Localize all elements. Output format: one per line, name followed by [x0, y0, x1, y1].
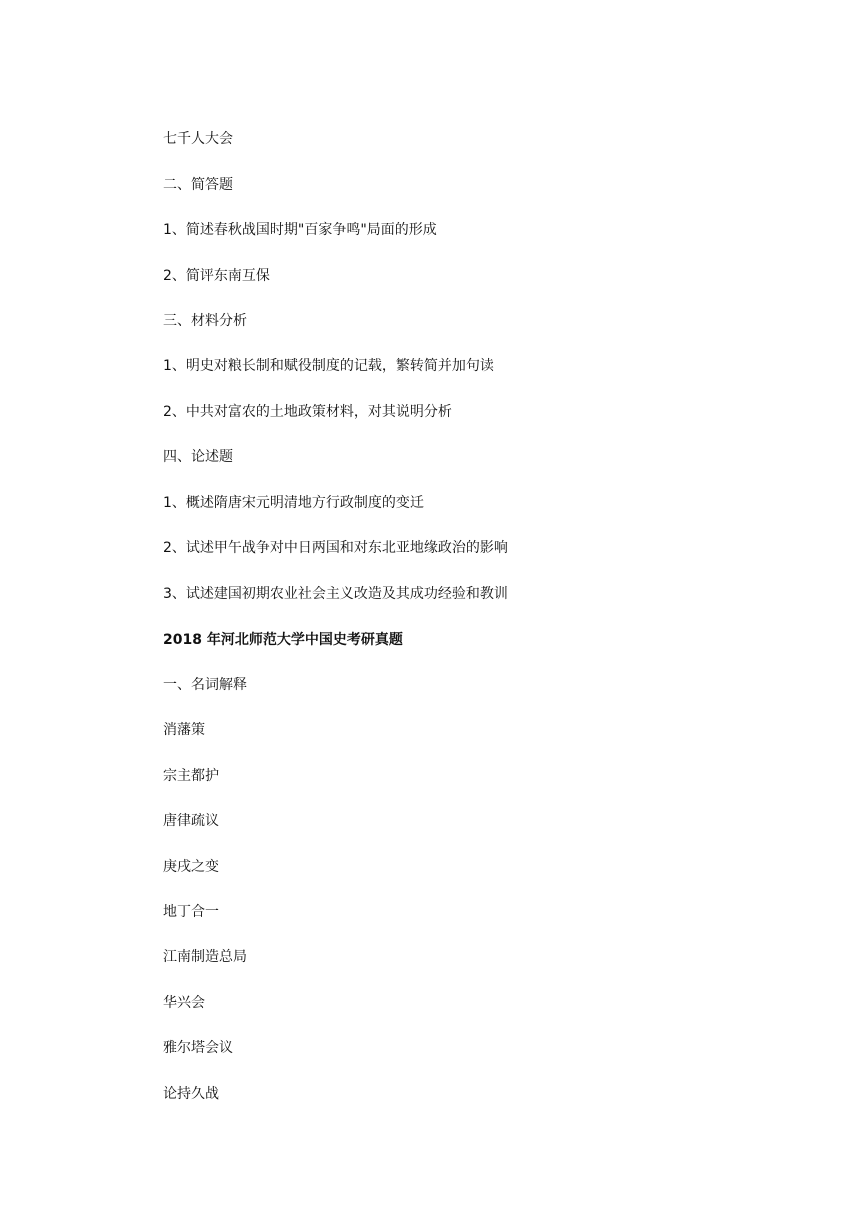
question-line: 1、概述隋唐宋元明清地方行政制度的变迁	[163, 495, 424, 511]
exam-title: 2018 年河北师范大学中国史考研真题	[163, 632, 403, 648]
term-line: 地丁合一	[163, 904, 219, 920]
question-line: 1、简述春秋战国时期"百家争鸣"局面的形成	[163, 222, 437, 238]
term-line: 论持久战	[163, 1086, 219, 1102]
section-heading: 四、论述题	[163, 449, 233, 465]
question-line: 2、简评东南互保	[163, 268, 270, 284]
question-line: 1、明史对粮长制和赋役制度的记载，繁转简并加句读	[163, 358, 494, 374]
question-line: 2、中共对富农的土地政策材料，对其说明分析	[163, 404, 452, 420]
term-line: 华兴会	[163, 995, 205, 1011]
term-line: 雅尔塔会议	[163, 1040, 233, 1056]
section-heading: 一、名词解释	[163, 677, 247, 693]
question-line: 3、试述建国初期农业社会主义改造及其成功经验和教训	[163, 586, 508, 602]
question-line: 2、试述甲午战争对中日两国和对东北亚地缘政治的影响	[163, 540, 508, 556]
section-heading: 三、材料分析	[163, 313, 247, 329]
term-line: 宗主都护	[163, 768, 219, 784]
term-line: 庚戌之变	[163, 859, 219, 875]
section-heading: 二、简答题	[163, 177, 233, 193]
term-line: 唐律疏议	[163, 813, 219, 829]
term-line: 江南制造总局	[163, 949, 247, 965]
term-line: 消藩策	[163, 722, 205, 738]
term-line: 七千人大会	[163, 131, 233, 147]
